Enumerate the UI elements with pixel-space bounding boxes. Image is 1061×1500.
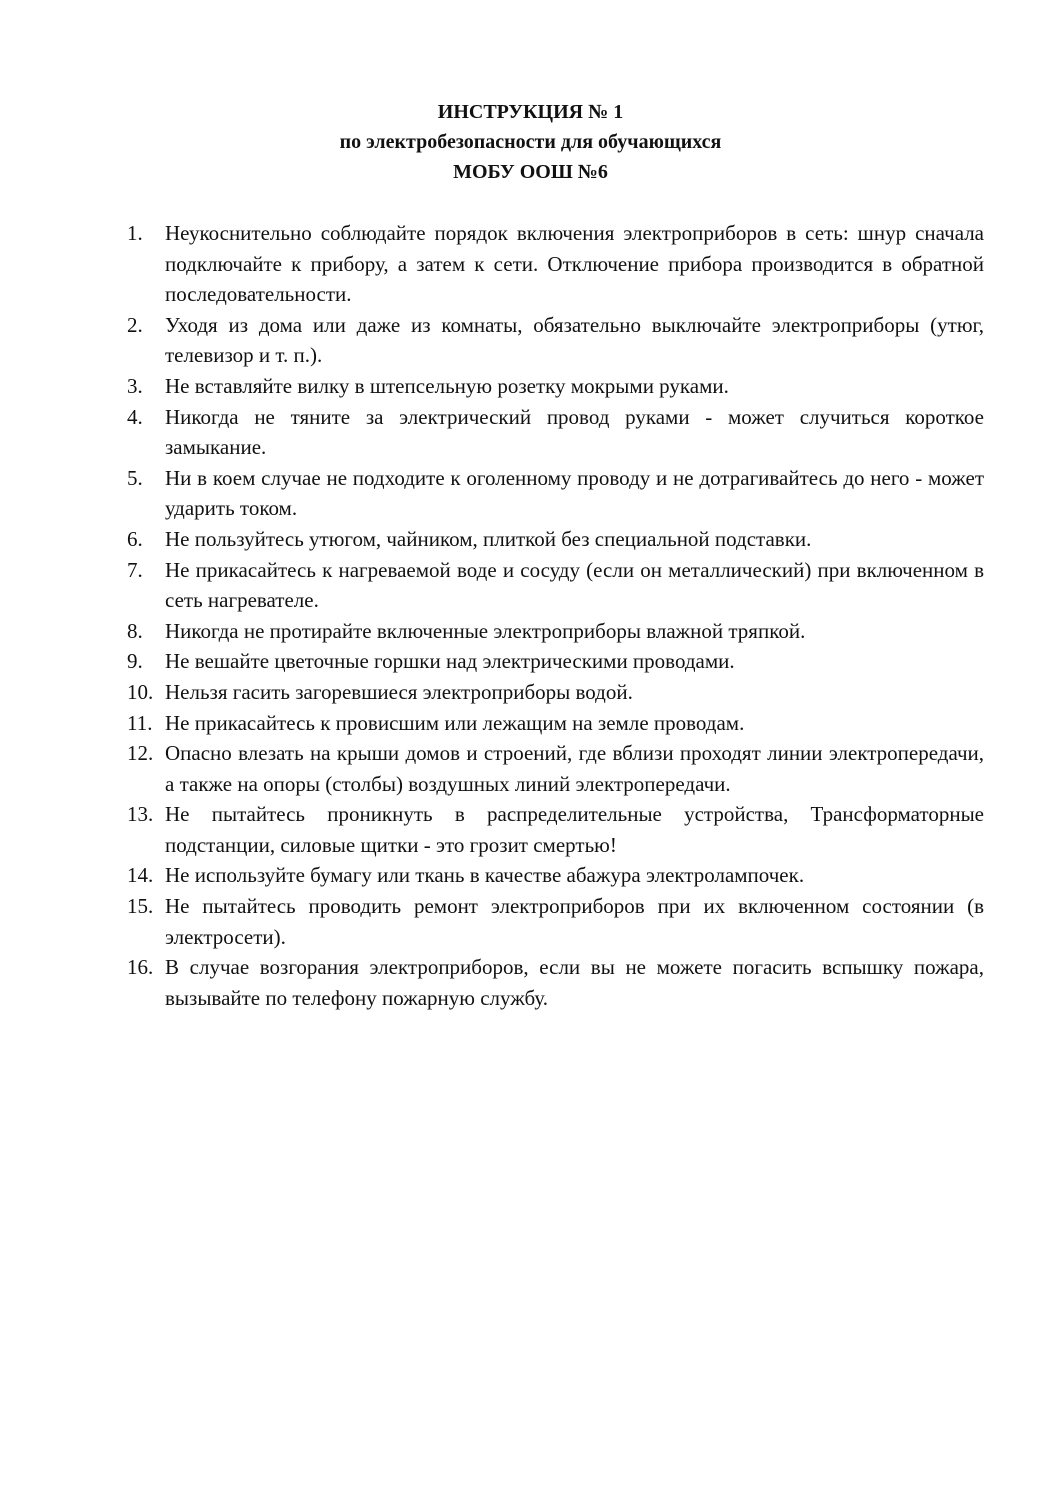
rule-item	[127, 524, 984, 555]
rule-text: Никогда не тяните за электрический провод руками - может случиться короткое замыкание.	[165, 404, 984, 460]
rule-text: Нельзя гасить загоревшиеся электроприборы водой.	[165, 679, 633, 704]
rule-number: 3.	[127, 373, 143, 398]
rule-item	[127, 860, 984, 891]
rule-item	[127, 402, 984, 463]
rule-text: Не прикасайтесь к провисшим или лежащим на земле проводам.	[165, 710, 745, 735]
rule-item	[127, 310, 984, 371]
rule-item	[127, 738, 984, 799]
rule-item	[127, 952, 984, 1013]
rule-item	[127, 616, 984, 647]
rule-number: 1.	[127, 221, 143, 245]
rule-text: Не вставляйте вилку в штепсельную розетку мокрыми руками.	[165, 373, 729, 398]
rule-number: 10.	[127, 679, 154, 704]
rule-text: Не вешайте цветочные горшки над электрическими проводами.	[165, 649, 735, 674]
rule-number: 14.	[127, 863, 154, 888]
rule-number: 2.	[127, 312, 143, 337]
rule-text: Опасно влезать на крыши домов и строений, где вблизи проходят линии электропередачи, а также на опоры (столбы) воздушных линий электропередачи.	[165, 741, 984, 796]
rule-number: 16.	[127, 955, 154, 980]
rule-item	[127, 218, 984, 310]
rule-item	[127, 463, 984, 524]
rule-number: 15.	[127, 894, 154, 919]
document-header	[0, 97, 1061, 187]
rule-number: 7.	[127, 557, 143, 582]
rule-item	[127, 708, 984, 739]
rule-number: 5.	[127, 465, 143, 490]
rule-text: В случае возгорания электроприборов, если вы не можете погасить вспышку пожара, вызывайте по телефону пожарную службу.	[165, 955, 984, 1010]
rule-text: Неукоснительно соблюдайте порядок включения электроприборов в сеть: шнур сначала подключайте к прибору, а затем к сети. Отключение прибора производится в обратной последовательности.	[165, 221, 984, 307]
safety-rules-list	[127, 218, 984, 1013]
rule-number: 12.	[127, 741, 154, 766]
rule-item	[127, 891, 984, 952]
rule-number: 13.	[127, 802, 154, 827]
rule-number: 9.	[127, 649, 143, 674]
document-subtitle: по электробезопасности для обучающихся	[339, 131, 722, 153]
rule-text: Никогда не протирайте включенные электроприборы влажной тряпкой.	[165, 618, 806, 643]
document-title: ИНСТРУКЦИЯ № 1	[437, 101, 624, 123]
rule-item	[127, 555, 984, 616]
rule-item	[127, 677, 984, 708]
rule-number: 11.	[127, 710, 153, 735]
rule-number: 6.	[127, 526, 143, 551]
rule-text: Ни в коем случае не подходите к оголенному проводу и не дотрагивайтесь до него - может ударить током.	[165, 465, 984, 521]
rule-text: Не используйте бумагу или ткань в качестве абажура электролампочек.	[165, 863, 805, 888]
rule-text: Не пытайтесь проводить ремонт электроприборов при их включенном состоянии (в электросети).	[165, 894, 984, 949]
rule-item	[127, 799, 984, 860]
rule-item	[127, 646, 984, 677]
rule-number: 4.	[127, 404, 143, 429]
rule-text: Не пользуйтесь утюгом, чайником, плиткой без специальной подставки.	[165, 526, 812, 551]
rule-text: Уходя из дома или даже из комнаты, обязательно выключайте электроприборы (утюг, телевизор и т. п.).	[165, 312, 984, 368]
rule-text: Не прикасайтесь к нагреваемой воде и сосуду (если он металлический) при включенном в сеть нагревателе.	[165, 557, 984, 613]
rule-number: 8.	[127, 618, 143, 643]
rule-item	[127, 371, 984, 402]
rule-text: Не пытайтесь проникнуть в распределительные устройства, Трансформаторные подстанции, силовые щитки - это грозит смертью!	[165, 802, 984, 857]
school-name: МОБУ ООШ №6	[453, 161, 608, 183]
